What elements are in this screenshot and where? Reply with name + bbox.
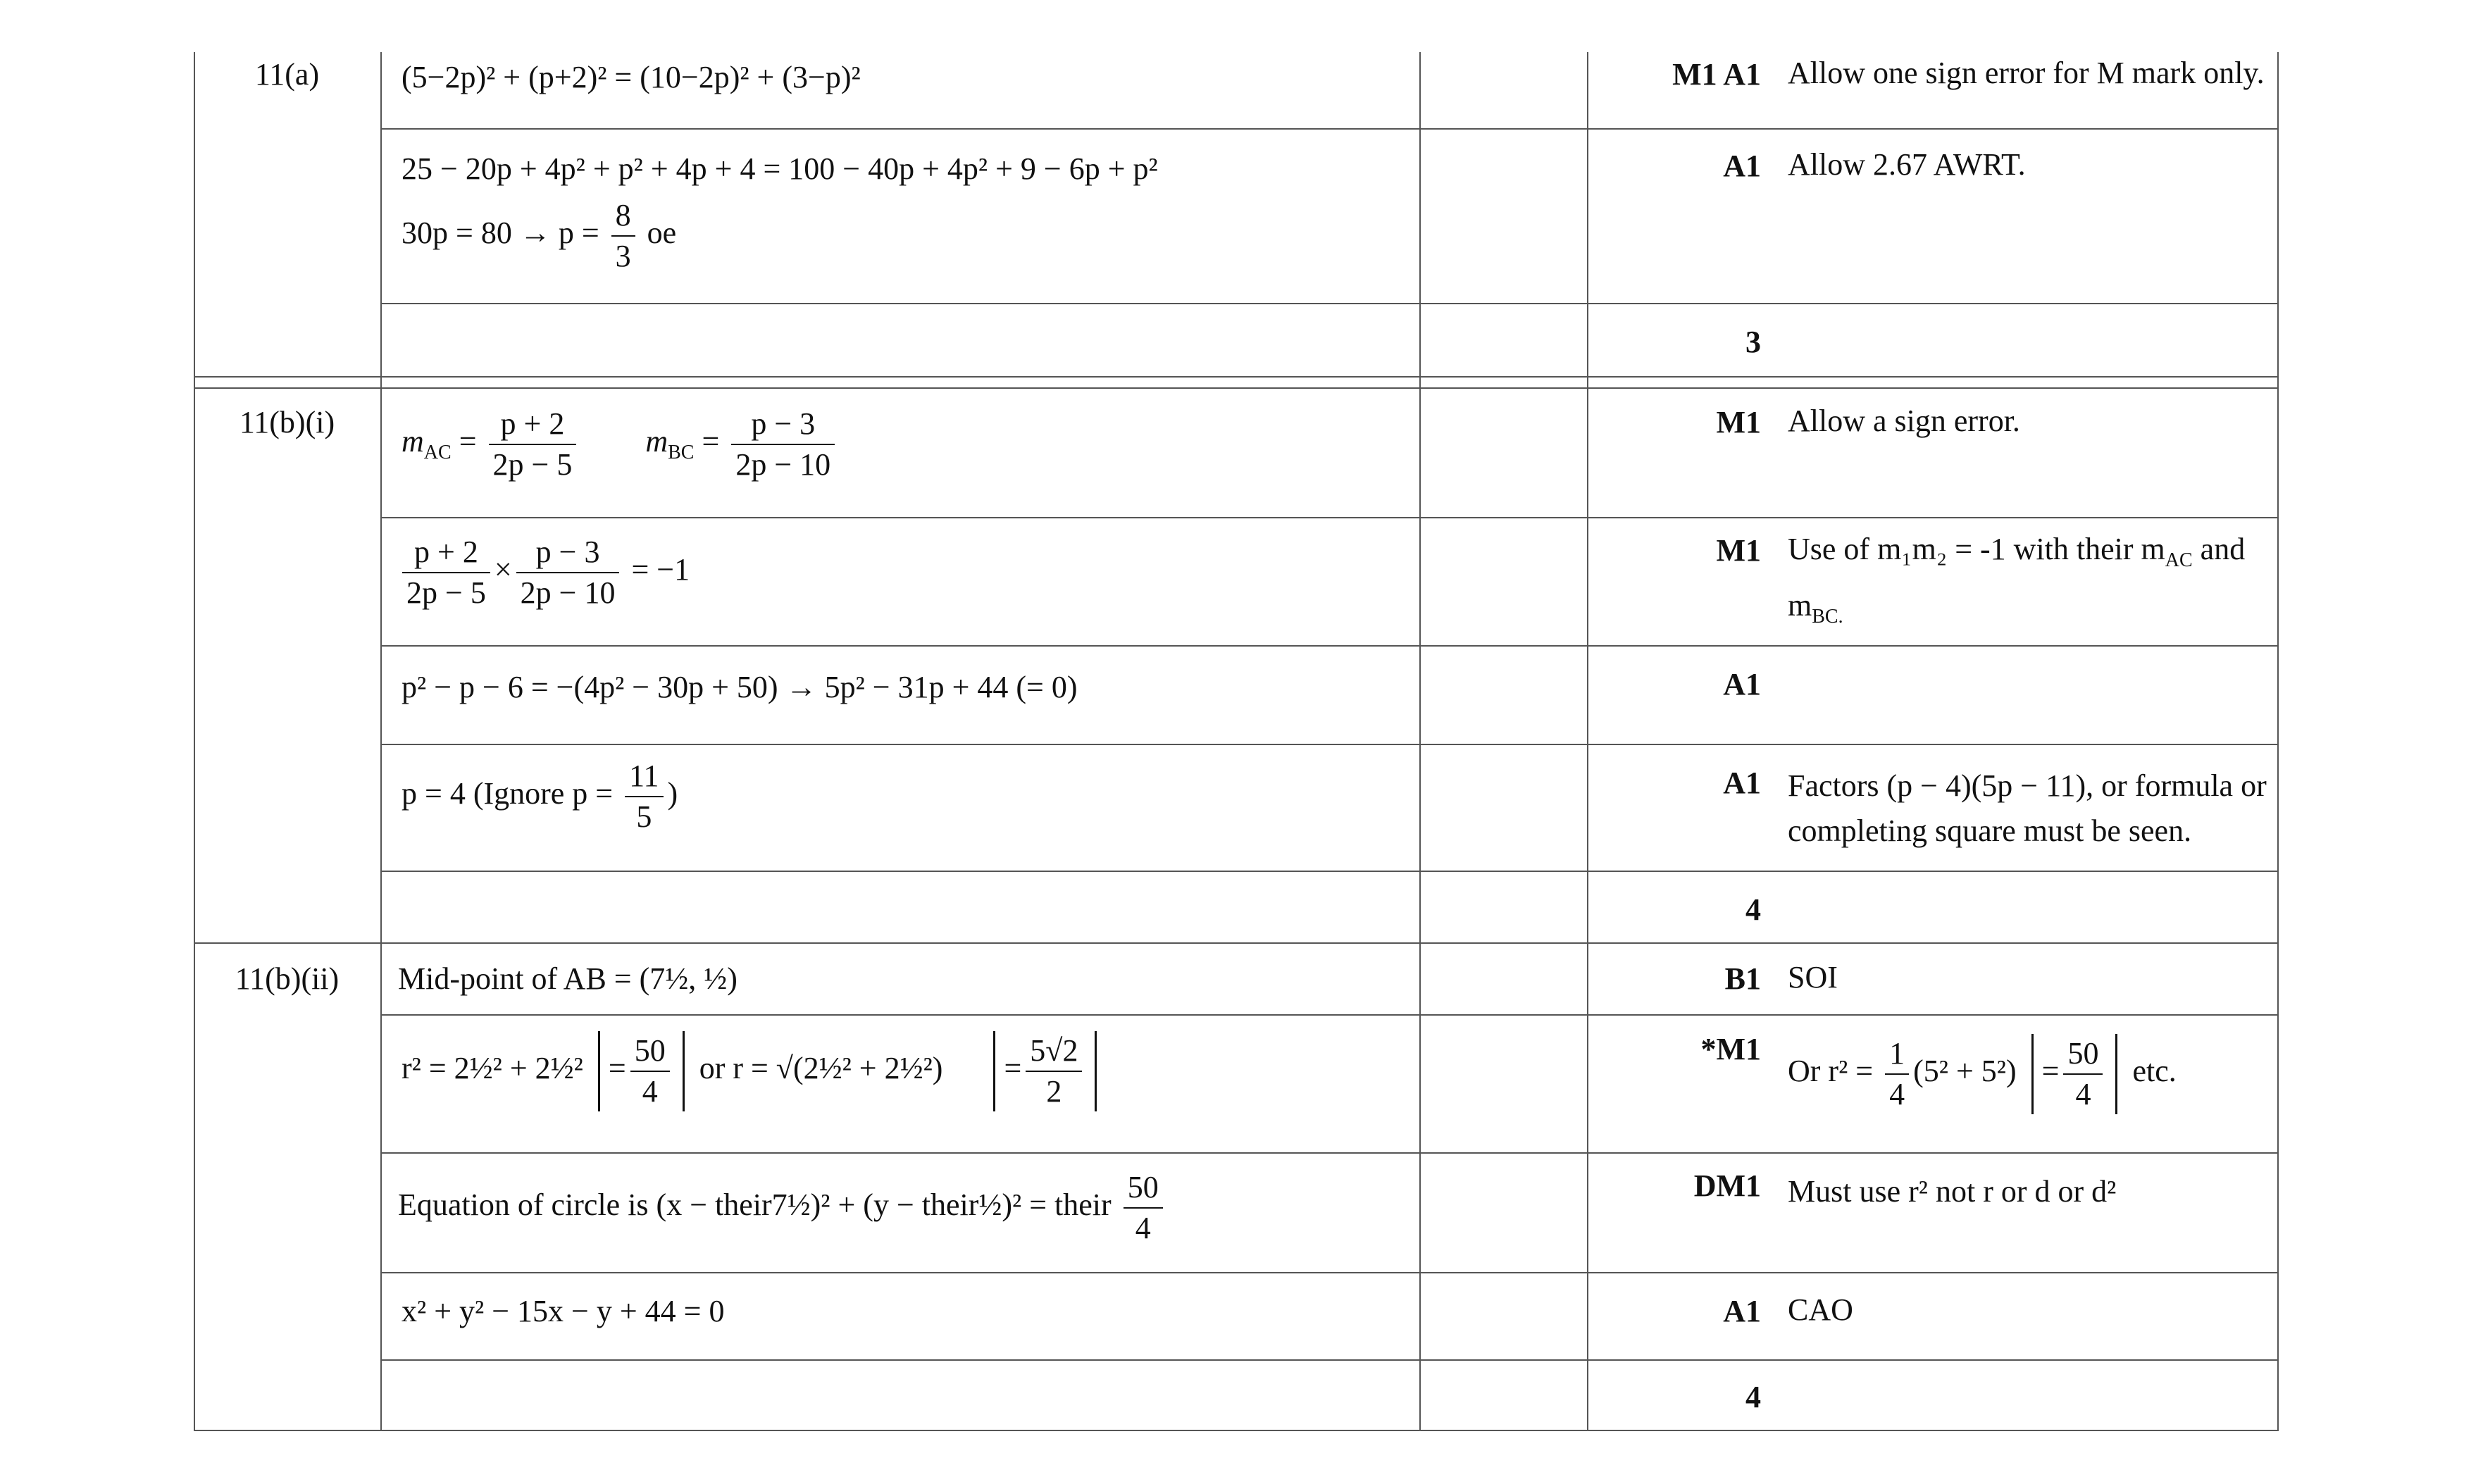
- times-symbol: ×: [494, 552, 512, 587]
- total-mark: 4: [1745, 892, 1761, 927]
- answer-text: or r = √(2½² + 2½²): [699, 1051, 943, 1086]
- guidance-line: Factors (p − 4)(5p − 11), or formula or: [1788, 768, 2267, 803]
- fraction-denominator: 5: [636, 799, 652, 834]
- fraction-numerator: p + 2: [402, 532, 490, 573]
- fraction-numerator: 1: [1885, 1034, 1909, 1075]
- answer-text: Equation of circle is (x − their7½)² + (y − their½)² = their: [398, 1187, 1112, 1223]
- total-mark: 4: [1745, 1380, 1761, 1414]
- fraction: [489, 404, 577, 485]
- gradient-label: m: [402, 424, 424, 459]
- row-divider: [380, 871, 2279, 872]
- fraction-numerator: 50: [630, 1031, 670, 1072]
- fraction-numerator: p + 2: [489, 404, 577, 445]
- row-divider: [380, 517, 2279, 518]
- guidance-subscript: AC: [2165, 549, 2193, 571]
- fraction-denominator: 4: [2075, 1077, 2091, 1111]
- mark-cell: A1: [1723, 667, 1761, 702]
- answer-cell: x² + y² − 15x − y + 44 = 0: [402, 1294, 725, 1328]
- bracket-expression: = $\frac{50}{4}$: [598, 1031, 685, 1111]
- fraction: [625, 756, 663, 837]
- fraction-numerator: p − 3: [731, 404, 835, 445]
- guidance-text: Use of m₁m₂ = -1 with their m: [1788, 532, 2165, 566]
- column-divider-question: [380, 52, 382, 1431]
- fraction-numerator: p − 3: [516, 532, 620, 573]
- fraction-numerator: 5√2: [1026, 1031, 1082, 1072]
- mark-cell: M1 A1: [1672, 57, 1761, 92]
- fraction-numerator: 50: [1124, 1168, 1163, 1209]
- mark-cell: A1: [1723, 149, 1761, 183]
- mark-cell: *M1: [1700, 1032, 1761, 1066]
- fraction-denominator: 2p − 5: [406, 575, 486, 610]
- row-divider: [380, 303, 2279, 304]
- table-border-right: [2277, 52, 2279, 1431]
- fraction: [731, 404, 835, 485]
- table-border-left: [194, 52, 195, 1431]
- section-divider: [194, 942, 2279, 944]
- mark-cell: M1: [1716, 405, 1761, 439]
- equation-rhs: = −1: [631, 552, 690, 587]
- row-divider: [380, 128, 2279, 130]
- gradient-label: m: [645, 424, 668, 459]
- fraction: [1885, 1034, 1909, 1114]
- fraction: [611, 196, 635, 276]
- guidance-cell: Allow 2.67 AWRT.: [1788, 147, 2026, 182]
- gradient-subscript: AC: [423, 442, 452, 464]
- row-divider: [380, 1272, 2279, 1273]
- question-number: 11(b)(i): [239, 405, 335, 439]
- total-mark: 3: [1745, 325, 1761, 359]
- fraction-numerator: 50: [2063, 1034, 2103, 1075]
- section-divider: [194, 376, 2279, 378]
- mark-scheme-table: [194, 52, 2279, 1433]
- column-divider-marks: [1587, 52, 1588, 1431]
- answer-text: 30p = 80 → p =: [402, 216, 599, 251]
- mark-cell: DM1: [1693, 1168, 1761, 1203]
- fraction-denominator: 4: [642, 1074, 658, 1109]
- fraction-denominator: 4: [1135, 1211, 1151, 1245]
- answer-cell: $m_{AC}$ = $\frac{p + 2}{2p - 5}$ $m_{BC}$ = $\frac{p - 3}{2p - 10}$: [402, 404, 839, 485]
- row-divider: [380, 645, 2279, 647]
- answer-text: p = 4 (Ignore p =: [402, 776, 614, 811]
- row-divider: [380, 1152, 2279, 1154]
- mark-cell: A1: [1723, 766, 1761, 800]
- guidance-subscript: BC.: [1812, 606, 1843, 628]
- row-divider: [380, 1359, 2279, 1361]
- fraction-denominator: 4: [1889, 1077, 1905, 1111]
- fraction-denominator: 2: [1046, 1074, 1062, 1109]
- answer-cell: Mid-point of AB = (7½, ½): [398, 961, 737, 996]
- section-divider: [194, 387, 2279, 389]
- guidance-cell: [1788, 527, 2267, 640]
- row-divider: [380, 744, 2279, 745]
- gradient-subscript: BC: [668, 442, 695, 464]
- answer-cell: 25 − 20p + 4p² + p² + 4p + 4 = 100 − 40p + 4p² + 9 − 6p + p²: [402, 151, 1158, 186]
- fraction-denominator: 2p − 10: [735, 447, 831, 482]
- question-number: 11(b)(ii): [235, 961, 340, 996]
- answer-cell: [398, 1168, 1167, 1248]
- fraction-denominator: 3: [615, 239, 631, 273]
- bracket-expression: = $\frac{5√2}{2}$: [993, 1031, 1097, 1111]
- answer-cell: p² − p − 6 = −(4p² − 30p + 50) → 5p² − 31p + 44 (= 0): [402, 670, 1078, 704]
- mark-cell: M1: [1716, 533, 1761, 568]
- guidance-cell: CAO: [1788, 1292, 1853, 1327]
- guidance-text: Or r² =: [1788, 1054, 1874, 1089]
- question-number: 11(a): [254, 57, 320, 92]
- answer-cell: [398, 532, 690, 613]
- guidance-text: and m: [1788, 532, 2246, 623]
- answer-cell: [402, 196, 676, 276]
- guidance-cell: [1788, 763, 2267, 854]
- fraction-numerator: 8: [611, 196, 635, 237]
- fraction: [630, 1031, 670, 1111]
- table-border-bottom: [194, 1430, 2279, 1431]
- fraction: [1026, 1031, 1082, 1111]
- bracket-expression: = $\frac{50}{4}$: [2031, 1034, 2118, 1114]
- mark-cell: B1: [1724, 961, 1761, 996]
- guidance-text: (5² + 5²): [1913, 1054, 2017, 1089]
- mark-cell: A1: [1723, 1294, 1761, 1328]
- guidance-cell: Allow one sign error for M mark only.: [1788, 56, 2265, 90]
- guidance-text: etc.: [2132, 1054, 2177, 1089]
- column-divider-answer: [1419, 52, 1421, 1431]
- guidance-cell: SOI: [1788, 960, 1838, 994]
- fraction-denominator: 2p − 5: [492, 447, 573, 482]
- answer-text: oe: [647, 216, 677, 251]
- guidance-cell: Must use r² not r or d or d²: [1788, 1174, 2117, 1209]
- row-divider: [380, 1014, 2279, 1016]
- fraction: [516, 532, 620, 613]
- guidance-line: completing square must be seen.: [1788, 813, 2192, 848]
- answer-text: ): [667, 776, 678, 811]
- fraction: [402, 532, 490, 613]
- answer-cell: [402, 756, 678, 837]
- guidance-cell: [1788, 1034, 2267, 1114]
- fraction-numerator: 11: [625, 756, 663, 797]
- answer-cell: [402, 1031, 1104, 1111]
- fraction-denominator: 2p − 10: [520, 575, 616, 610]
- guidance-cell: Allow a sign error.: [1788, 404, 2020, 438]
- answer-text: r² = 2½² + 2½²: [402, 1051, 583, 1086]
- fraction: [1124, 1168, 1163, 1248]
- answer-cell: (5−2p)² + (p+2)² = (10−2p)² + (3−p)²: [402, 60, 861, 94]
- fraction: [2063, 1034, 2103, 1114]
